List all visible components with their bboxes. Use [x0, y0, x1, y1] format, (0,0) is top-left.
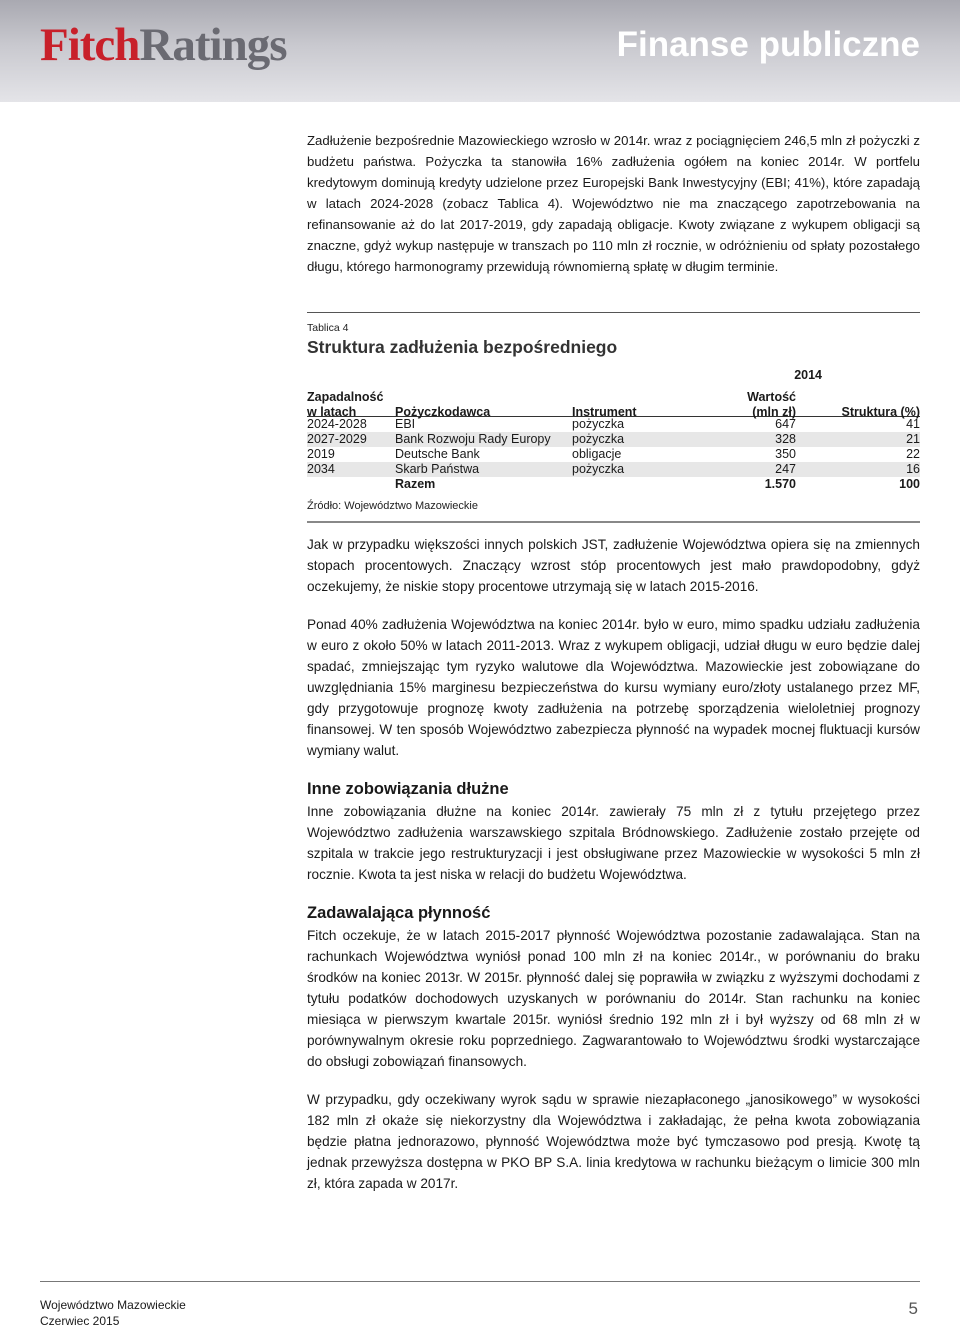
- cell-maturity: 2024-2028: [307, 417, 367, 431]
- cell-share: 22: [906, 447, 920, 461]
- intro-paragraph: Zadłużenie bezpośrednie Mazowieckiego wzrosło w 2014r. wraz z pociągnięciem 246,5 mln zł pożyczki z budżetu państwa. Pożyczka ta stanowiła 16% zadłużenia ogółem na koniec 2014r. W portfelu kredytowym dominują kredyty udzielone przez Europejski Bank Inwestycyjny (EBI; 41%), które zapadają w latach 2024-2028 (zobacz Tablica 4). Województwo nie ma znaczącego zapotrzebowania na refinansowanie aż do lat 2017-2019, gdy zapadają obligacje. Kwoty związane z wykupem obligacji są znaczne, gdyż wykup następuje w transzach po 110 mln zł rocznie, w odróżnieniu od spłaty pozostałego długu, którego harmonogramy przewidują równomierną spłatę w długim terminie.: [307, 133, 920, 274]
- cell-instrument: pożyczka: [572, 462, 625, 476]
- total-value: 1.570: [764, 477, 796, 491]
- table-row: [307, 417, 920, 432]
- table-total-row: [307, 477, 920, 492]
- liquidity-heading: Zadawalająca płynność: [307, 904, 491, 922]
- total-label: Razem: [395, 477, 436, 491]
- value-header-line2: (mln zł): [752, 405, 796, 419]
- cell-lender: EBI: [395, 417, 416, 431]
- footer-date: Czerwiec 2015: [40, 1314, 120, 1326]
- other-liabilities-paragraph: Inne zobowiązania dłużne na koniec 2014r. zawierały 75 mln zł z tytułu przejętego przez Województwo zadłużenia warszawskiego szpitala Bródnowskiego. Zadłużenie zostało przejęte od szpitala w trakcie jego restrukturyzacji i jest obsługiwane przez Mazowieckie w wysokości 5 mln zł rocznie. Kwota ta jest niska w relacji do budżetu Województwa.: [307, 804, 920, 882]
- interest-rate-paragraph: Jak w przypadku większości innych polskich JST, zadłużenie Województwa opiera się na zmiennych stopach procentowych. Znaczący wzrost stóp procentowych jest mało prawdopodobny, gdyż oczekujemy, że niskie stopy procentowe utrzymają się w latach 2015-2016.: [307, 537, 920, 594]
- footer-entity: Województwo Mazowieckie: [40, 1298, 186, 1312]
- year-header: 2014: [794, 368, 822, 382]
- debt-structure-table: [307, 312, 920, 523]
- footer-rule: [40, 1281, 920, 1282]
- table-row: [307, 447, 920, 462]
- table-label: Tablica 4: [307, 322, 349, 334]
- maturity-header-line2: w latach: [307, 405, 357, 419]
- cell-lender: Deutsche Bank: [395, 447, 480, 461]
- cell-maturity: 2019: [307, 447, 335, 461]
- table-row: [307, 462, 920, 477]
- logo-ratings-text: Ratings: [139, 19, 287, 71]
- cell-share: 41: [906, 417, 920, 431]
- court-ruling-paragraph: W przypadku, gdy oczekiwany wyrok sądu w sprawie niezapłaconego „janosikowego” w wysokości 182 mln zł okaże się niekorzystny dla Województwa i zakładając, że pełna kwota zobowiązania będzie płatna jednorazowo, płynność Województwa może być tymczasowo pod presją. Kwotę tą jednak przewyższa dostępna w PKO BP S.A. linia kredytowa w rachunku bieżącym o limicie 300 mln zł, która zapada w 2017r.: [307, 1092, 920, 1191]
- footer-info: [40, 1297, 186, 1326]
- maturity-header-line1: Zapadalność: [307, 390, 384, 404]
- cell-value: 247: [775, 462, 796, 476]
- value-header-line1: Wartość: [747, 390, 796, 404]
- cell-share: 16: [906, 462, 920, 476]
- cell-value: 350: [775, 447, 796, 461]
- total-share: 100: [899, 477, 920, 491]
- instrument-header: Instrument: [572, 405, 637, 419]
- table-row: [307, 432, 920, 447]
- lender-header: Pożyczkodawca: [395, 405, 491, 419]
- cell-lender: Skarb Państwa: [395, 462, 480, 476]
- cell-value: 647: [775, 417, 796, 431]
- intro-section: [307, 130, 920, 277]
- cell-maturity: 2027-2029: [307, 432, 367, 446]
- cell-instrument: pożyczka: [572, 432, 625, 446]
- cell-lender: Bank Rozwoju Rady Europy: [395, 432, 551, 446]
- cell-instrument: pożyczka: [572, 417, 625, 431]
- value-header: [747, 390, 796, 420]
- table-bottom-rule: [307, 521, 920, 523]
- table-title: Struktura zadłużenia bezpośredniego: [307, 337, 618, 357]
- page-header: [0, 0, 960, 102]
- other-liabilities-heading: Inne zobowiązania dłużne: [307, 780, 509, 798]
- cell-instrument: obligacje: [572, 447, 622, 461]
- cell-maturity: 2034: [307, 462, 335, 476]
- table-source: Źródło: Województwo Mazowieckie: [307, 500, 478, 512]
- logo-fitch-text: Fitch: [40, 19, 140, 71]
- cell-value: 328: [775, 432, 796, 446]
- page-number: 5: [908, 1299, 918, 1318]
- table-top-rule: [307, 312, 920, 313]
- table-header: [307, 358, 920, 419]
- cell-share: 21: [906, 432, 920, 446]
- structure-header: Struktura (%): [841, 405, 920, 419]
- section-title: Finanse publiczne: [616, 25, 920, 64]
- fitch-ratings-logo: [40, 19, 287, 71]
- liquidity-paragraph: Fitch oczekuje, że w latach 2015-2017 płynność Województwa pozostanie zadawalająca. Stan na rachunkach Województwa wyniósł ponad 100 mln zł na koniec 2014r., w porównaniu do braku środków na koniec 2013r. W 2015r. płynność dalej się poprawiła w związku z wyższymi dochodami z tytułu podatków dochodowych uzyskanych w porównaniu do 2014r. Stan rachunku na koniec miesiąca w pierwszym kwartale 2015r. wyniósł średnio 192 mln zł i był wyższy od 68 mln zł w porównywalnym okresie roku poprzedniego. Zagwarantowało to Województwu środki wystarczające do obsługi zobowiązań finansowych.: [307, 928, 920, 1069]
- main-body: [307, 534, 920, 1194]
- currency-paragraph: Ponad 40% zadłużenia Województwa na koniec 2014r. było w euro, mimo spadku udziału zadłużenia w euro z około 50% w latach 2011-2013. Wraz z wykupem obligacji, udział długu w euro będzie dalej spadać, zmniejszając tym ryzyko walutowe dla Województwa. Mazowieckie jest zobowiązane do uwzględniania 15% marginesu bezpieczeństwa do kursu wymiany euro/złoty ustalanego przez MF, gdy przygotowuje prognozę kwoty zadłużenia na potrzebę sporządzenia wieloletniej prognozy finansowej. W ten sposób Województwo zabezpiecza płynność na wypadek mocnej fluktuacji kursów wymiany walut.: [307, 617, 920, 758]
- maturity-header: [307, 390, 383, 420]
